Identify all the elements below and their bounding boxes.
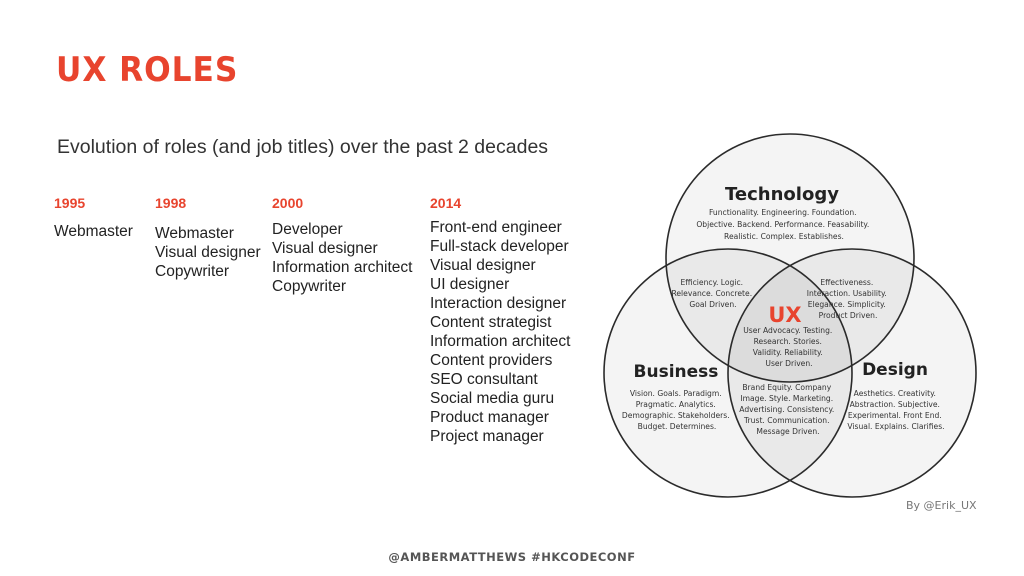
business-title: Business [633, 362, 719, 382]
ux-center-label: UX [768, 303, 802, 327]
role-item: Information architect [272, 259, 413, 276]
year-label: 2000 [272, 195, 304, 211]
year-label: 2014 [430, 195, 462, 211]
technology-title: Technology [725, 184, 839, 205]
technology-line: Objective. Backend. Performance. Feasability. [696, 220, 870, 229]
role-item: Product manager [430, 409, 549, 426]
role-item: Social media guru [430, 390, 555, 407]
overlap-line: Product Driven. [818, 311, 878, 320]
design-title: Design [862, 360, 928, 380]
slide-title: UX ROLES [56, 50, 239, 90]
slide-subtitle: Evolution of roles (and job titles) over the past 2 decades [57, 136, 549, 158]
business-line: Budget. Determines. [637, 422, 717, 431]
overlap-line: Elegance. Simplicity. [807, 300, 886, 309]
role-item: Content strategist [430, 314, 552, 331]
slide-footer: @AMBERMATTHEWS #HKCODECONF [388, 550, 636, 564]
ux-line: Research. Stories. [753, 337, 822, 346]
role-item: Developer [272, 221, 343, 238]
ux-line: Validity. Reliability. [752, 348, 823, 357]
design-line: Visual. Explains. Clarifies. [847, 422, 945, 431]
year-label: 1995 [54, 195, 86, 211]
role-item: Project manager [430, 428, 544, 445]
role-item: UI designer [430, 276, 510, 293]
role-item: Visual designer [430, 257, 536, 274]
overlap-line: Effectiveness. [820, 278, 874, 287]
design-line: Abstraction. Subjective. [849, 400, 940, 409]
role-item: SEO consultant [430, 371, 538, 388]
business-line: Vision. Goals. Paradigm. [629, 389, 722, 398]
role-item: Webmaster [155, 225, 234, 242]
role-item: Visual designer [155, 244, 261, 261]
role-item: Front-end engineer [430, 219, 562, 236]
overlap-line: Brand Equity. Company [742, 383, 832, 392]
design-line: Experimental. Front End. [847, 411, 942, 420]
business-line: Pragmatic. Analytics. [635, 400, 716, 409]
overlap-line: Trust. Communication. [744, 416, 830, 425]
overlap-line: Interaction. Usability. [806, 289, 887, 298]
role-item: Interaction designer [430, 295, 567, 312]
overlap-line: Efficiency. Logic. [680, 278, 744, 287]
role-item: Copywriter [272, 278, 347, 295]
year-label: 1998 [155, 195, 187, 211]
overlap-line: Relevance. Concrete. [671, 289, 753, 298]
technology-line: Functionality. Engineering. Foundation. [708, 208, 857, 217]
design-line: Aesthetics. Creativity. [853, 389, 936, 398]
diagram-credit: By @Erik_UX [906, 499, 977, 512]
ux-line: User Advocacy. Testing. [743, 326, 833, 335]
role-item: Visual designer [272, 240, 378, 257]
overlap-line: Goal Driven. [689, 300, 737, 309]
role-item: Content providers [430, 352, 553, 369]
role-item: Information architect [430, 333, 571, 350]
technology-line: Realistic. Complex. Establishes. [724, 232, 844, 241]
role-item: Webmaster [54, 223, 133, 240]
business-line: Demographic. Stakeholders. [621, 411, 730, 420]
overlap-line: Message Driven. [756, 427, 820, 436]
overlap-line: Image. Style. Marketing. [740, 394, 834, 403]
role-item: Full-stack developer [430, 238, 569, 255]
ux-line: User Driven. [765, 359, 813, 368]
overlap-line: Advertising. Consistency. [739, 405, 835, 414]
role-item: Copywriter [155, 263, 230, 280]
